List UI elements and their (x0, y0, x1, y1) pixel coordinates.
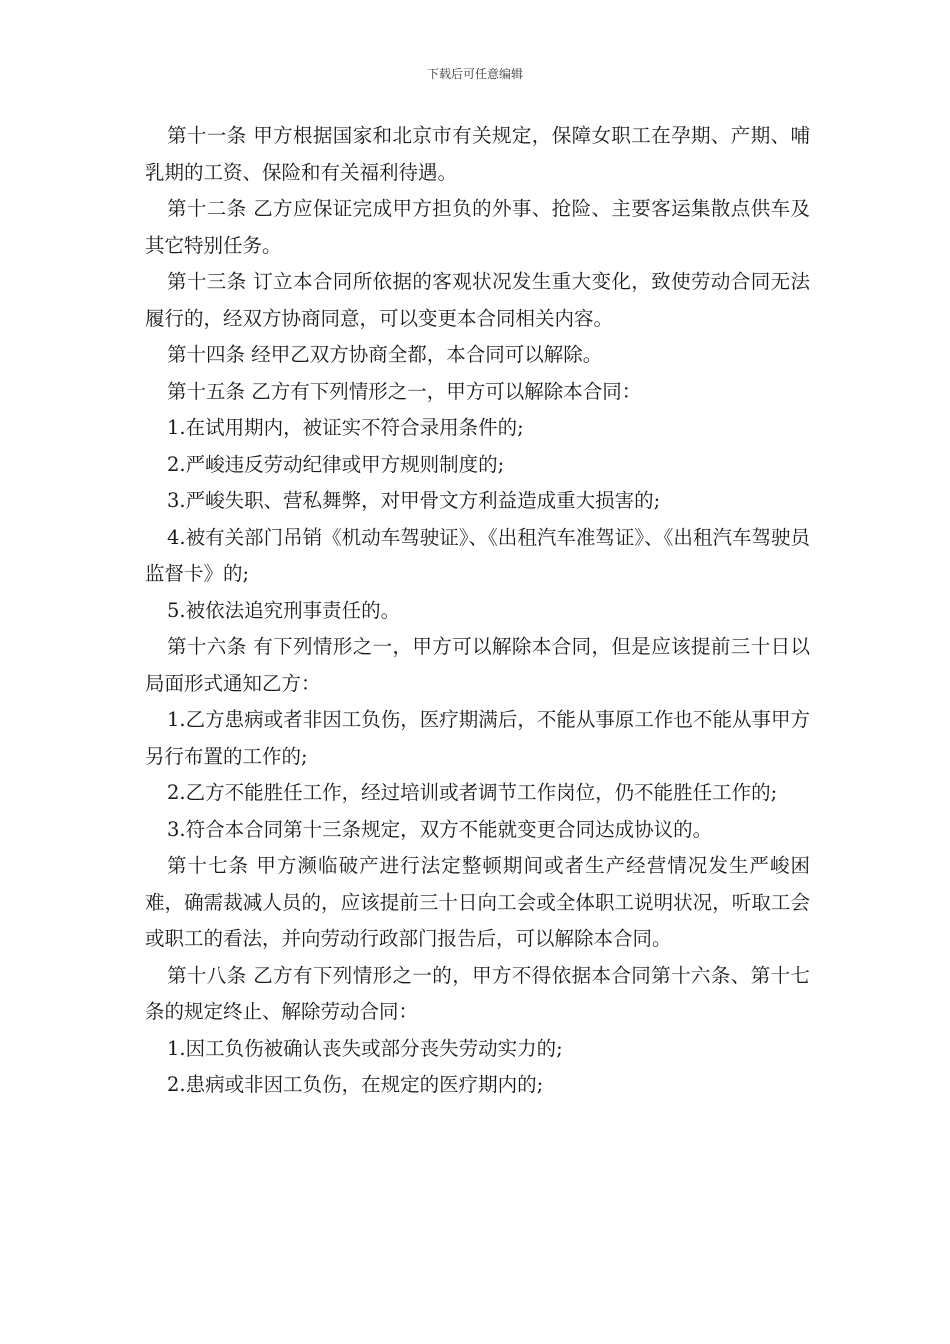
clause-12: 第十二条 乙方应保证完成甲方担负的外事、抢险、主要客运集散点供车及其它特别任务。 (145, 197, 810, 257)
clause-18-item-1: 1.因工负伤被确认丧失或部分丧失劳动实力的; (167, 1036, 563, 1060)
clause-16-item-3: 3.符合本合同第十三条规定，双方不能就变更合同达成协议的。 (167, 817, 713, 841)
clause-15-item-3: 3.严峻失职、营私舞弊，对甲骨文方利益造成重大损害的; (167, 489, 661, 512)
clause-15: 第十五条 乙方有下列情形之一，甲方可以解除本合同： (167, 379, 642, 403)
page-header-note: 下载后可任意编辑 (426, 67, 523, 81)
clause-18-item-2: 2.患病或非因工负伤，在规定的医疗期内的; (167, 1073, 544, 1096)
clause-16-item-2: 2.乙方不能胜任工作，经过培训或者调节工作岗位，仍不能胜任工作的; (167, 781, 778, 804)
clause-17: 第十七条 甲方濒临破产进行法定整顿期间或者生产经营情况发生严峻困难，确需裁减人员的，应该提前三十日向工会或全体职工说明状况，听取工会或职工的看法，并向劳动行政部门报告后，可以解除本合同。 (145, 854, 810, 950)
clause-14: 第十四条 经甲乙双方协商全都，本合同可以解除。 (167, 343, 603, 366)
document-body (145, 118, 810, 1104)
clause-15-item-4: 4.被有关部门吊销《机动车驾驶证》、《出租汽车准驾证》、《出租汽车驾驶员监督卡》的; (145, 525, 810, 585)
clause-16: 第十六条 有下列情形之一，甲方可以解除本合同，但是应该提前三十日以局面形式通知乙方： (145, 635, 810, 695)
clause-15-item-5: 5.被依法追究刑事责任的。 (167, 598, 401, 622)
clause-13: 第十三条 订立本合同所依据的客观状况发生重大变化，致使劳动合同无法履行的，经双方协商同意，可以变更本合同相关内容。 (145, 270, 810, 330)
clause-16-item-1: 1.乙方患病或者非因工负伤，医疗期满后，不能从事原工作也不能从事甲方另行布置的工作的; (145, 708, 810, 768)
clause-15-item-1: 1.在试用期内，被证实不符合录用条件的; (167, 416, 524, 439)
clause-11: 第十一条 甲方根据国家和北京市有关规定，保障女职工在孕期、产期、哺乳期的工资、保险和有关福利待遇。 (145, 124, 810, 184)
clause-15-item-2: 2.严峻违反劳动纪律或甲方规则制度的; (167, 452, 505, 476)
clause-18: 第十八条 乙方有下列情形之一的，甲方不得依据本合同第十六条、第十七条的规定终止、解除劳动合同： (145, 963, 810, 1023)
